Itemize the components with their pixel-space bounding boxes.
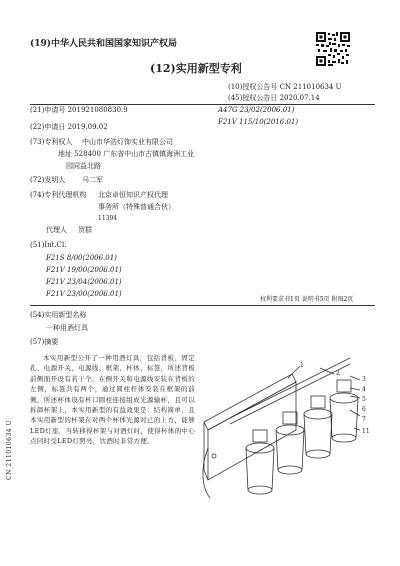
mount-hole [212, 454, 216, 458]
int-cl-item: F21S 8/00(2006.01) [46, 254, 117, 262]
publication-date: (45)授权公告日 2020.07.14 [228, 94, 320, 102]
abstract-text: 本实用新型公开了一种用酒灯具，包括背板、固定孔、电源开关、电源线、框架、杯体、标签，所述背板前侧面开设有若干个，在侧开关和电源线安装在背板的左侧，标签共有两个，通过圆柱杆体安装在框架的前侧，所述杯体设有杯口圆柱连接组成光源输杯，且可以拆卸杯架上，本实用新型的有益效果是：结构简单，且本实用新型的杯架在对两个杯体光源对已的上方，能够LED灯座，当转移得杯架与对酒灯时，使得杯体的中心点同时受LED灯照亮，饮酒时非常方便。 [30, 354, 195, 446]
agent-label: 代理人 [46, 226, 67, 234]
inventor-name: 马二军 [82, 176, 103, 184]
figure-label: 1 [300, 362, 304, 369]
ipc-right-line2: F21V 115/10(2016.01) [218, 118, 299, 126]
agent-name: 贺群 [78, 226, 92, 234]
int-cl-item: F21V 23/00(2006.01) [46, 290, 122, 298]
applicant-name: 中山市华浩灯饰实业有限公司 [82, 138, 173, 146]
agency-code: 11394 [98, 215, 118, 222]
abstract-label: (57)摘要 [30, 338, 59, 346]
mid-divider [30, 305, 375, 306]
qr-code [316, 32, 350, 66]
backplate-front [208, 382, 296, 480]
cup-4 [330, 380, 358, 442]
office-name: (19)中华人民共和国国家知识产权局 [30, 39, 178, 49]
publication-number: (10)授权公告号 CN 211010634 U [228, 83, 342, 91]
figure-label: 11 [362, 428, 370, 435]
claims-summary: 权利要求书1页 说明书5页 附图2页 [260, 296, 354, 303]
filing-date: (22)申请日 2019.09.02 [30, 123, 108, 131]
figure-label: 3 [362, 376, 366, 383]
applicant-address-1: 地址 528400 广东省中山市古镇镇海洲工业 [58, 150, 195, 158]
figure-label: 5 [362, 396, 366, 403]
application-number: (21)申请号 201921080830.9 [30, 106, 128, 114]
cup-3 [304, 396, 332, 458]
product-drawing [200, 318, 380, 518]
document-type: (12)实用新型专利 [150, 62, 242, 75]
applicant-label: (73)专利权人 [30, 138, 73, 146]
inventor-label: (72)发明人 [30, 176, 66, 184]
int-cl-label: (51)Int.Cl. [30, 241, 67, 249]
top-divider [30, 104, 375, 105]
figure-label: 2 [336, 370, 340, 377]
utility-name-value: 一种用酒灯具 [46, 324, 88, 332]
int-cl-item: F21V 23/04(2006.01) [46, 278, 122, 286]
figure-label: 7 [362, 416, 366, 423]
backplate-top [204, 374, 296, 430]
utility-name-label: (54)实用新型名称 [30, 311, 87, 319]
cup-1 [246, 430, 274, 494]
int-cl-item: F21V 19/00(2006.01) [46, 266, 122, 274]
cup-2 [276, 412, 304, 474]
agency-name-2: 事务所（特殊普通合伙） [98, 203, 175, 211]
side-publication-number: CN 211010634 U [6, 419, 13, 480]
agency-label: (74)专利代理机构 [30, 191, 87, 199]
figure-label: 6 [362, 406, 366, 413]
agency-name-1: 北京卓恒知识产权代理 [98, 191, 168, 199]
applicant-address-2: 园同益北路 [66, 162, 101, 170]
ipc-right-line1: A47G 23/02(2006.01) [218, 106, 295, 114]
figure-label: 4 [362, 386, 366, 393]
